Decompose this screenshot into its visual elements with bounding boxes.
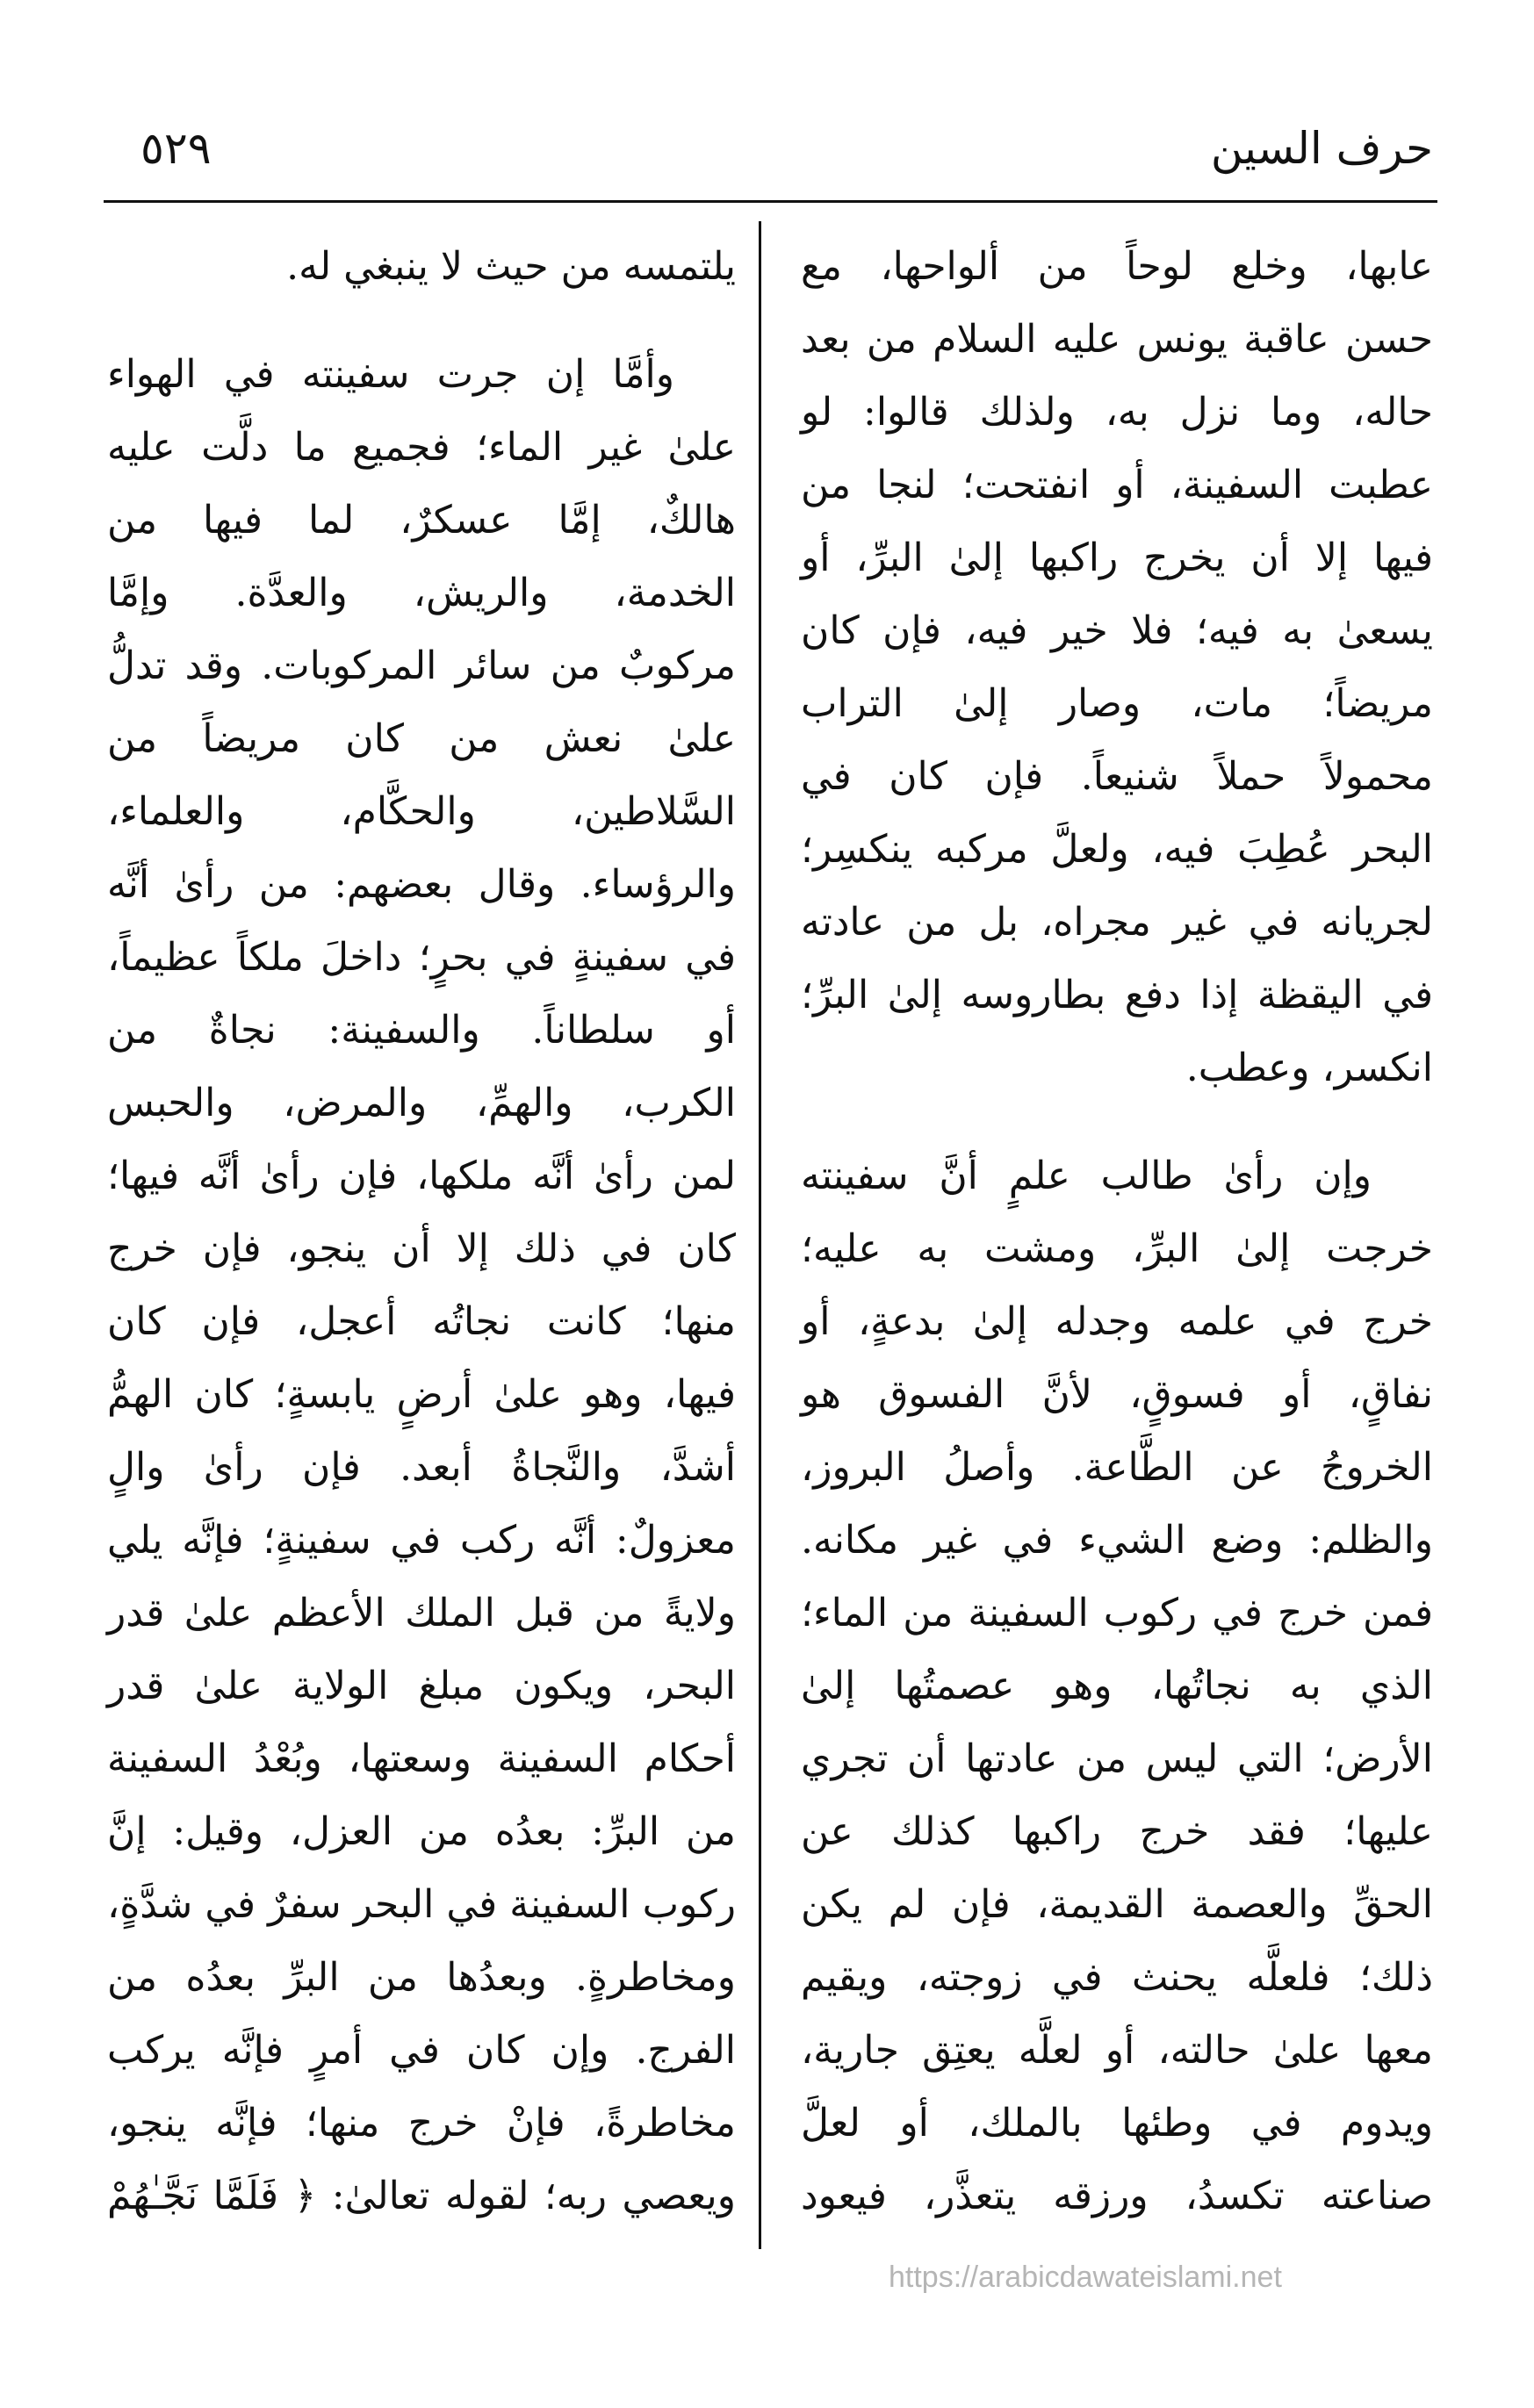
text-line: فيها إلا أن يخرج راكبها إلىٰ البرِّ، أو [801,536,1433,580]
text-line: ويدوم في وطئها بالملك، أو لعلَّ [801,2101,1433,2146]
text-line: الأرض؛ التي ليس من عادتها أن تجري [801,1736,1433,1781]
left-column [107,230,736,2232]
text-line: الفرج. وإن كان في أمرٍ فإنَّه يركب [107,2028,736,2073]
right-column [801,230,1433,2232]
text-line: يسعىٰ به فيه؛ فلا خير فيه، فإن كان [801,608,1433,653]
text-line: حسن عاقبة يونس عليه السلام من بعد [801,317,1433,362]
text-line: عابها، وخلع لوحاً من ألواحها، مع [801,244,1433,289]
text-line: والظلم: وضع الشيء في غير مكانه. [801,1518,1433,1563]
text-line: أو سلطاناً. والسفينة: نجاةٌ من [107,1008,736,1053]
text-line: الكرب، والهمِّ، والمرض، والحبس [107,1081,736,1125]
text-line: من البرِّ: بعدُه من العزل، وقيل: إنَّ [107,1809,736,1854]
text-line: الخدمة، والريش، والعدَّة. وإمَّا [107,571,736,615]
text-line: البحر عُطِبَ فيه، ولعلَّ مركبه ينكسِر؛ [801,827,1433,872]
text-line: علىٰ نعش من كان مريضاً من [107,716,736,761]
text-line: ولايةً من قبل الملك الأعظم علىٰ قدر [107,1591,736,1635]
text-line: ذلك؛ فلعلَّه يحنث في زوجته، ويقيم [801,1955,1433,2000]
text-line: وإن رأىٰ طالب علمٍ أنَّ سفينته [801,1154,1372,1198]
text-line: فمن خرج في ركوب السفينة من الماء؛ [801,1591,1433,1635]
text-line: منها؛ كانت نجاتُه أعجل، فإن كان [107,1299,736,1344]
text-line: علىٰ غير الماء؛ فجميع ما دلَّت عليه [107,425,736,470]
text-line: والرؤساء. وقال بعضهم: من رأىٰ أنَّه [107,862,736,907]
text-line: الحقِّ والعصمة القديمة، فإن لم يكن [801,1882,1433,1927]
text-line: حاله، وما نزل به، ولذلك قالوا: لو [801,390,1433,435]
text-line: عليها؛ فقد خرج راكبها كذلك عن [801,1809,1433,1854]
text-line: وأمَّا إن جرت سفينته في الهواء [107,352,674,397]
text-line: مركوبٌ من سائر المركوبات. وقد تدلُّ [107,643,736,688]
text-line: محمولاً حملاً شنيعاً. فإن كان في [801,754,1433,799]
text-line: لمن رأىٰ أنَّه ملكها، فإن رأىٰ أنَّه فيها؛ [107,1154,736,1198]
text-line: مخاطرةً، فإنْ خرج منها؛ فإنَّه ينجو، [107,2101,736,2146]
text-line: يلتمسه من حيث لا ينبغي له. [286,244,736,289]
text-line: السَّلاطين، والحكَّام، والعلماء، [107,789,736,834]
column-divider [759,221,761,2249]
text-line: عطبت السفينة، أو انفتحت؛ لنجا من [801,463,1433,507]
watermark-url: https://arabicdawateislami.net [889,2261,1282,2294]
text-line: ركوب السفينة في البحر سفرٌ في شدَّةٍ، [107,1882,736,1927]
text-line: البحر، ويكون مبلغ الولاية علىٰ قدر [107,1664,736,1708]
header-rule [104,200,1437,203]
text-line: معزولٌ: أنَّه ركب في سفينةٍ؛ فإنَّه يلي [107,1518,736,1563]
text-line: فيها، وهو علىٰ أرضٍ يابسةٍ؛ كان الهمُّ [107,1372,736,1417]
text-line: خرجت إلىٰ البرِّ، ومشت به عليه؛ [801,1226,1433,1271]
text-line: صناعته تكسدُ، ورزقه يتعذَّر، فيعود [801,2174,1433,2218]
page-number: ٥٢٩ [140,123,212,174]
text-line: كان في ذلك إلا أن ينجو، فإن خرج [107,1226,736,1271]
text-line: انكسر، وعطب. [1185,1046,1433,1090]
text-line: أشدَّ، والنَّجاةُ أبعد. فإن رأىٰ والٍ [107,1445,736,1490]
text-line: ومخاطرةٍ. وبعدُها من البرِّ بعدُه من [107,1955,736,2000]
text-line: أحكام السفينة وسعتها، وبُعْدُ السفينة [107,1736,736,1781]
text-line: معها علىٰ حالته، أو لعلَّه يعتِق جارية، [801,2028,1433,2073]
text-line: الذي به نجاتُها، وهو عصمتُها إلىٰ [801,1664,1433,1708]
text-line: في سفينةٍ في بحرٍ؛ داخلَ ملكاً عظيماً، [107,935,736,980]
chapter-title: حرف السين [1210,123,1433,174]
text-line: نفاقٍ، أو فسوقٍ، لأنَّ الفسوق هو [801,1372,1433,1417]
text-line: خرج في علمه وجدله إلىٰ بدعةٍ، أو [801,1299,1433,1344]
text-line: الخروجُ عن الطَّاعة. وأصلُ البروز، [801,1445,1433,1490]
text-line: هالكٌ، إمَّا عسكرٌ، لما فيها من [107,498,736,543]
text-line: لجريانه في غير مجراه، بل من عادته [801,900,1433,945]
text-line: ويعصي ربه؛ لقوله تعالىٰ: ﴿ فَلَمَّا نَجَّـٰهُمْ [107,2174,736,2218]
text-line: في اليقظة إذا دفع بطاروسه إلىٰ البرِّ؛ [801,973,1433,1017]
text-line: مريضاً؛ مات، وصار إلىٰ التراب [801,681,1433,726]
